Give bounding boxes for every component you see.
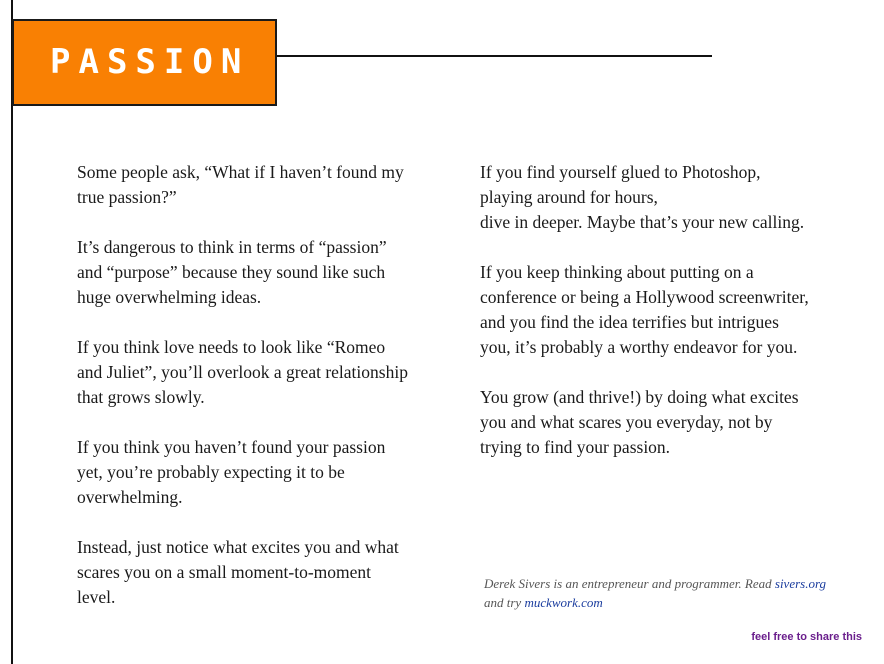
page-title: PASSION [50, 42, 250, 82]
title-banner [12, 19, 277, 106]
credit-text-1: Derek Sivers is an entrepreneur and programmer. Read [484, 576, 775, 591]
right-paragraph-1: If you find yourself glued to Photoshop, playing around for hours, dive in deeper. Maybe that’s your new calling. [480, 162, 805, 232]
right-paragraph-3: You grow (and thrive!) by doing what excites you and what scares you everyday, not by trying to find your passion. [480, 387, 799, 457]
left-paragraph-3: If you think love needs to look like “Romeo and Juliet”, you’ll overlook a great relationship that grows slowly. [77, 337, 408, 407]
right-column [480, 160, 860, 485]
left-paragraph-2: It’s dangerous to think in terms of “passion” and “purpose” because they sound like such huge overwhelming ideas. [77, 237, 387, 307]
title-horizontal-rule [277, 55, 712, 57]
right-paragraph-2: If you keep thinking about putting on a conference or being a Hollywood screenwriter, and you find the idea terrifies but intrigues you, it’s probably a worthy endeavor for you. [480, 262, 809, 357]
left-column [77, 160, 447, 635]
credit-text-2: and try [484, 595, 525, 610]
left-paragraph-5: Instead, just notice what excites you and what scares you on a small moment-to-moment level. [77, 537, 399, 607]
left-paragraph-4: If you think you haven’t found your passion yet, you’re probably expecting it to be overwhelming. [77, 437, 386, 507]
author-credit [484, 574, 864, 612]
left-paragraph-1: Some people ask, “What if I haven’t found my true passion?” [77, 162, 404, 207]
share-note: feel free to share this [751, 631, 862, 643]
sivers-link[interactable]: sivers.org [774, 576, 827, 591]
muckwork-link[interactable]: muckwork.com [524, 595, 603, 610]
